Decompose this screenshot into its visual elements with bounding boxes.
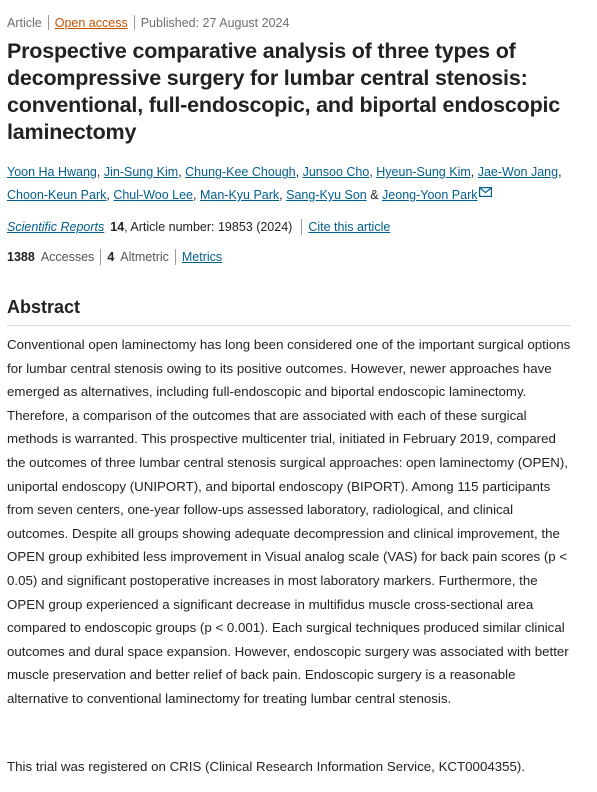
author-link[interactable]: Jae-Won Jang <box>477 165 559 179</box>
open-access-link[interactable]: Open access <box>54 15 128 30</box>
published-date: Published: 27 August 2024 <box>140 15 290 30</box>
abstract-heading: Abstract <box>7 297 570 326</box>
author-link[interactable]: Chul-Woo Lee <box>113 188 194 202</box>
author-link[interactable]: Hyeun-Sung Kim <box>376 165 471 179</box>
author-link[interactable]: Chung-Kee Chough <box>185 165 296 179</box>
author-link[interactable]: Junsoo Cho <box>302 165 370 179</box>
trial-registration: This trial was registered on CRIS (Clinical Research Information Service, KCT0004355). <box>7 759 526 774</box>
cite-article-link[interactable]: Cite this article <box>308 220 391 234</box>
metrics-divider <box>175 249 176 265</box>
mail-icon <box>479 187 492 197</box>
meta-divider <box>134 15 135 30</box>
cite-divider <box>301 219 302 235</box>
author-list: Yoon Ha Hwang, Jin-Sung Kim, Chung-Kee Chough, Junsoo Cho, Hyeun-Sung Kim, Jae-Won Jang, Choon-Keun Park, Chul-Woo Lee, Man-Kyu Park, Sang-Kyu Son & Jeong-Yoon Park <box>7 165 562 202</box>
article-number: , Article number: 19853 (2024) <box>124 220 293 234</box>
author-link[interactable]: Yoon Ha Hwang <box>7 165 97 179</box>
authors-joiner: & <box>370 188 379 202</box>
meta-divider <box>48 15 49 30</box>
author-name: Jeong-Yoon Park <box>382 188 478 202</box>
volume-number: 14 <box>110 220 125 234</box>
article-title: Prospective comparative analysis of three types of decompressive surgery for lumbar central stenosis: conventional, full-endoscopic, and biportal endoscopic laminectomy <box>7 39 561 144</box>
journal-link[interactable]: Scientific Reports <box>7 220 105 234</box>
altmetric-count: 4 <box>107 250 115 264</box>
altmetric-label: Altmetric <box>120 250 169 264</box>
abstract-text: Conventional open laminectomy has long been considered one of the important surgical options for lumbar central stenosis owing to its positive outcomes. However, newer approaches have emerged as alternatives, including full-endoscopic and biportal endoscopic laminectomy. Therefore, a comparison of the outcomes that are associated with each of these surgical methods is warranted. This prospective multicenter trial, initiated in February 2019, compared the outcomes of three lumbar central stenosis surgical approaches: open laminectomy (OPEN), uniportal endoscopy (UNIPORT), and biportal endoscopy (BIPORT). Among 115 participants from seven centers, one-year follow-ups assessed laboratory, radiological, and clinical outcomes. Despite all groups showing adequate decompression and clinical improvement, the OPEN group exhibited less improvement in Visual analog scale (VAS) for back pain scores (p < 0.05) and significant postoperative increases in most laboratory markers. Furthermore, the OPEN group experienced a significant decrease in multifidus muscle cross-sectional area compared to endoscopic groups (p < 0.001). Each surgical techniques produced similar clinical outcomes and dural space expansion. However, endoscopic surgery was associated with better muscle preservation and better relief of back pain. Endoscopic surgery is a reasonable alternative to conventional laminectomy for treating lumbar central stenosis. <box>7 337 571 706</box>
author-link[interactable]: Man-Kyu Park <box>199 188 280 202</box>
article-type: Article <box>7 15 42 30</box>
accesses-label: Accesses <box>40 250 95 264</box>
author-link[interactable]: Jin-Sung Kim <box>103 165 179 179</box>
author-link[interactable]: Choon-Keun Park <box>7 188 107 202</box>
corresponding-author-link[interactable] <box>382 188 491 202</box>
article-metrics <box>7 249 222 265</box>
metrics-link[interactable]: Metrics <box>181 250 223 264</box>
author-link[interactable]: Sang-Kyu Son <box>286 188 367 202</box>
accesses-count: 1388 <box>7 250 35 264</box>
article-meta <box>7 15 289 30</box>
metrics-divider <box>100 249 101 265</box>
citation-line <box>7 219 390 235</box>
